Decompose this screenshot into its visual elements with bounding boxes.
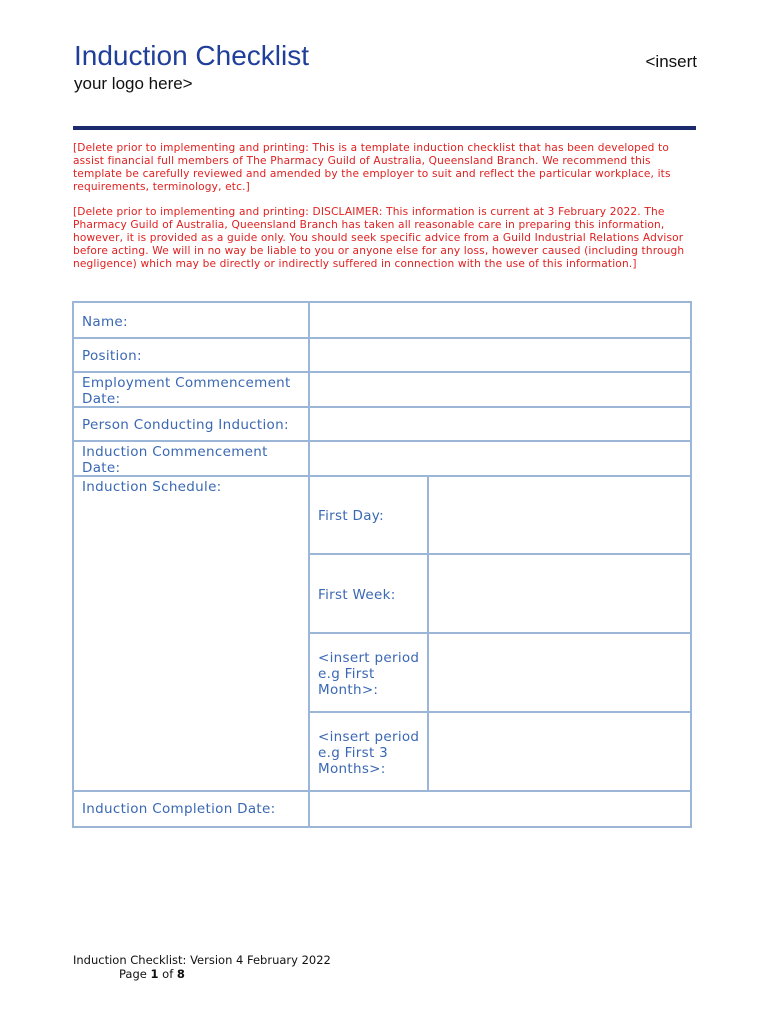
page-title: Induction Checklist — [74, 40, 310, 71]
logo-placeholder-end: your logo here> — [74, 74, 193, 93]
schedule-period-1-field[interactable] — [429, 634, 690, 711]
template-note: [Delete prior to implementing and printing: This is a template induction checklist that has been developed to assist financial full members of The Pharmacy Guild of Australia, Queensland Branch. We recommend this template be carefully reviewed and amended by the employer to suit and reflect the particular workplace, its requirements, terminology, etc.] — [73, 142, 671, 194]
name-label: Name: — [82, 314, 128, 330]
name-field[interactable] — [310, 303, 690, 337]
induction-form-table — [72, 301, 692, 828]
employment-date-label: Employment Commencement Date: — [82, 375, 291, 407]
induction-completion-field[interactable] — [310, 792, 690, 826]
page-prefix: Page — [119, 966, 151, 981]
schedule-period-2-label: <insert period e.g First 3 Months>: — [318, 729, 420, 777]
induction-commencement-field[interactable] — [310, 442, 690, 475]
logo-placeholder-start: <insert — [645, 52, 697, 71]
induction-commencement-label: Induction Commencement Date: — [82, 444, 268, 476]
header-divider — [73, 126, 696, 130]
footer-version: Induction Checklist: Version 4 February 2022 — [73, 953, 331, 967]
employment-date-field[interactable] — [310, 373, 690, 406]
position-label: Position: — [82, 348, 142, 364]
page-footer — [73, 954, 331, 981]
schedule-first-week-field[interactable] — [429, 555, 690, 632]
person-conducting-field[interactable] — [310, 408, 690, 440]
page-number — [73, 968, 331, 982]
page-total: 8 — [176, 966, 185, 981]
page-current: 1 — [150, 966, 159, 981]
schedule-period-1-label: <insert period e.g First Month>: — [318, 650, 420, 698]
page-of: of — [158, 966, 177, 981]
schedule-first-week-label: First Week: — [318, 587, 396, 603]
person-conducting-label: Person Conducting Induction: — [82, 417, 289, 433]
disclaimer-note: [Delete prior to implementing and printing: DISCLAIMER: This information is current at 3 February 2022. The Pharmacy Guild of Australia, Queensland Branch has taken all reasonable care in preparing this information, however, it is provided as a guide only. You should seek specific advice from a Guild Industrial Relations Advisor before acting. We will in no way be liable to you or anyone else for any loss, however caused (including through negligence) which may be directly or indirectly suffered in connection with the use of this information.] — [73, 206, 685, 271]
induction-completion-label: Induction Completion Date: — [82, 801, 276, 817]
schedule-first-day-label: First Day: — [318, 508, 384, 524]
position-field[interactable] — [310, 339, 690, 371]
schedule-first-day-field[interactable] — [429, 477, 690, 553]
induction-schedule-label: Induction Schedule: — [82, 479, 222, 495]
schedule-period-2-field[interactable] — [429, 713, 690, 790]
